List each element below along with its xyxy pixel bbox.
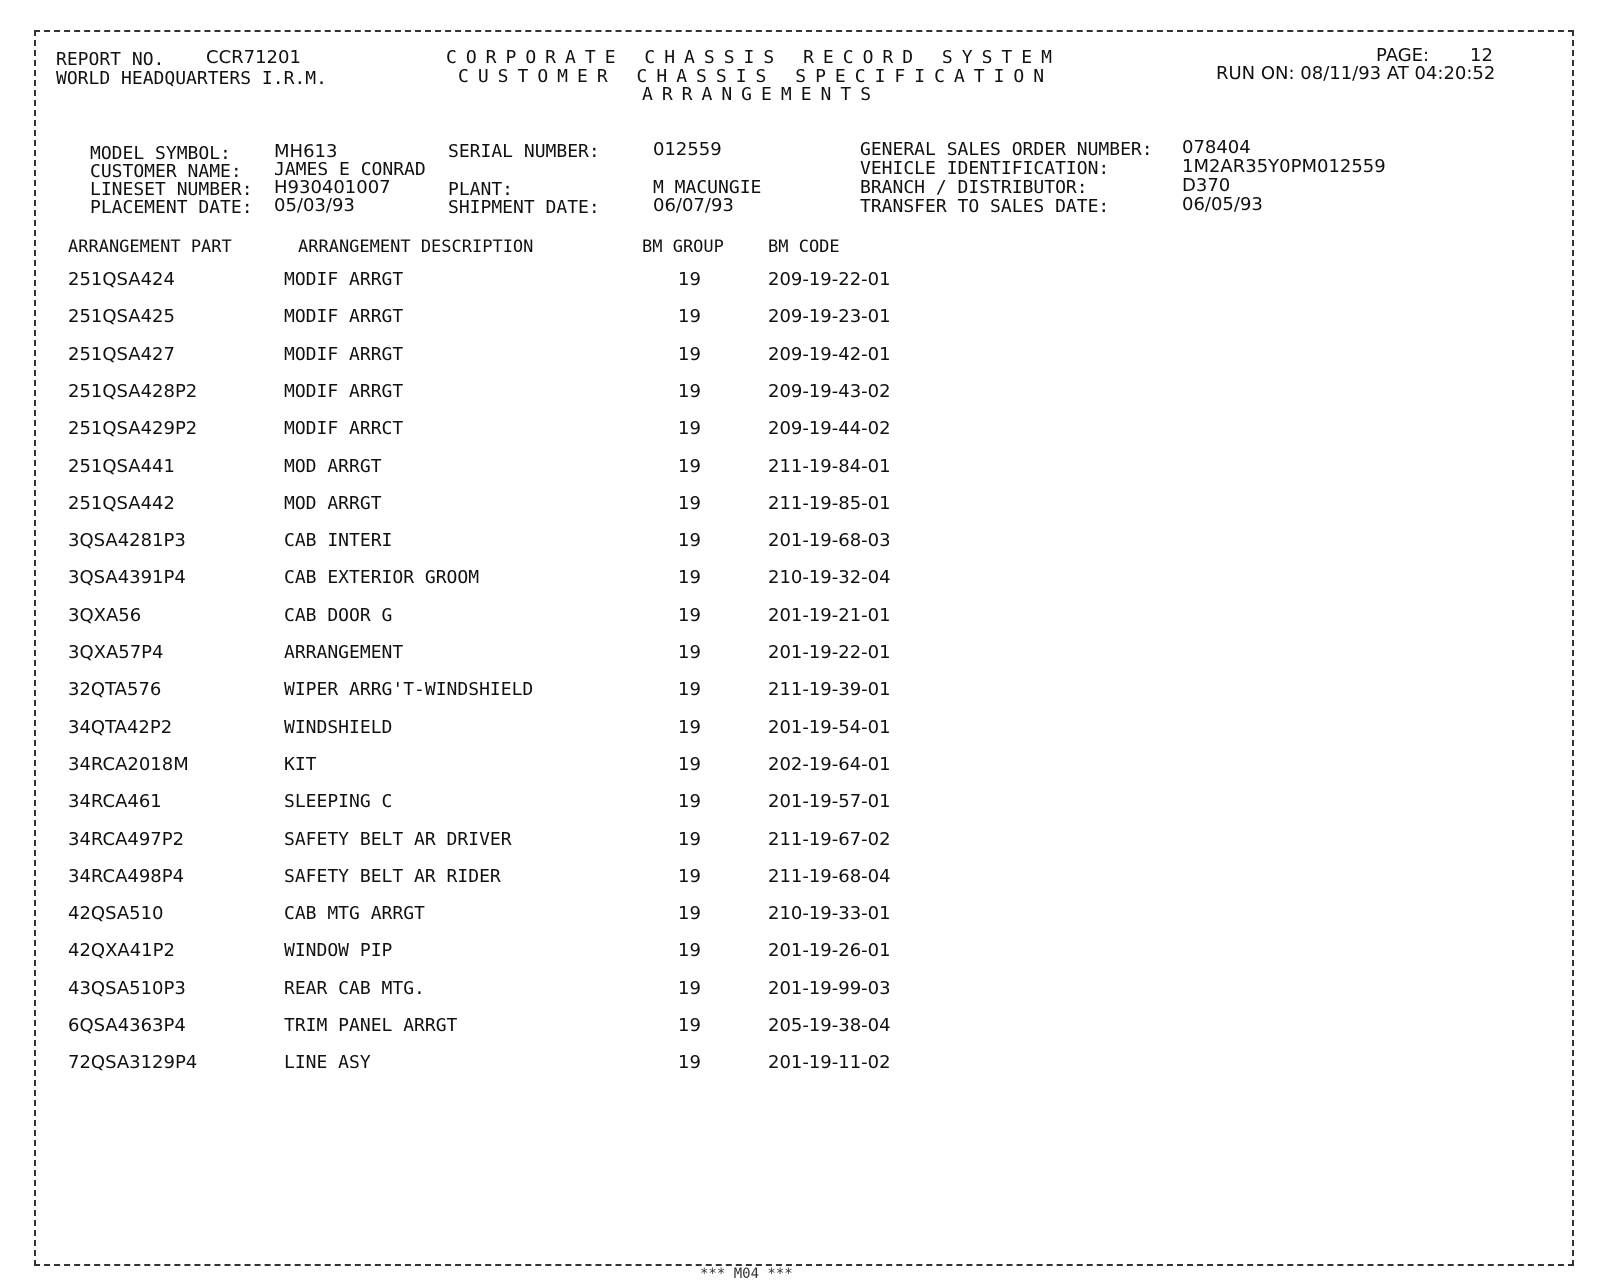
description-cell: CAB MTG ARRGT — [284, 903, 425, 925]
part-cell: 251QSA425 — [68, 306, 175, 328]
gso-label: GENERAL SALES ORDER NUMBER: — [860, 139, 1153, 160]
bm-group-cell: 19 — [678, 679, 701, 701]
table-row — [0, 606, 1000, 643]
bm-group-cell: 19 — [678, 791, 701, 813]
page-label: PAGE: — [1376, 45, 1430, 66]
bm-code-cell: 211-19-67-02 — [768, 828, 891, 850]
bm-code-cell: 209-19-43-02 — [768, 380, 891, 402]
description-cell: MODIF ARRCT — [284, 418, 404, 440]
description-cell: WIPER ARRG'T-WINDSHIELD — [284, 679, 534, 701]
report-no: CCR71201 — [206, 47, 301, 68]
description-cell: WINDSHIELD — [284, 716, 393, 738]
org-name: WORLD HEADQUARTERS I.R.M. — [56, 68, 327, 89]
lineset-label: LINESET NUMBER: — [90, 179, 253, 200]
description-cell: KIT — [284, 753, 317, 775]
vin: 1M2AR35Y0PM012559 — [1182, 156, 1386, 177]
part-cell: 42QXA41P2 — [68, 940, 175, 962]
part-cell: 32QTA576 — [68, 679, 162, 701]
part-cell: 3QSA4391P4 — [68, 567, 186, 589]
col-header-code: BM CODE — [768, 237, 840, 257]
table-row — [0, 531, 1000, 568]
table-row — [0, 345, 1000, 382]
part-cell: 3QXA57P4 — [68, 642, 164, 663]
model-symbol-label: MODEL SYMBOL: — [90, 143, 231, 164]
part-cell: 251QSA427 — [68, 343, 175, 365]
bm-code-cell: 211-19-39-01 — [768, 679, 891, 701]
description-cell: ARRANGEMENT — [284, 642, 404, 663]
customer-name-label: CUSTOMER NAME: — [90, 161, 242, 182]
description-cell: SLEEPING C — [284, 791, 393, 813]
part-cell: 34RCA498P4 — [68, 865, 185, 887]
part-cell: 6QSA4363P4 — [68, 1015, 186, 1036]
bm-group-cell: 19 — [678, 1015, 701, 1036]
table-row — [0, 941, 1000, 978]
description-cell: REAR CAB MTG. — [284, 977, 425, 999]
table-row — [0, 680, 1000, 717]
title-line-2: CUSTOMER CHASSIS SPECIFICATION — [458, 66, 1054, 87]
col-header-part: ARRANGEMENT PART — [68, 237, 232, 257]
serial-label: SERIAL NUMBER: — [448, 141, 600, 162]
description-cell: MOD ARRGT — [284, 492, 382, 514]
bm-code-cell: 201-19-21-01 — [768, 604, 891, 626]
description-cell: CAB INTERI — [284, 530, 393, 552]
part-cell: 251QSA441 — [68, 455, 175, 477]
bm-group-cell: 19 — [678, 380, 701, 402]
col-header-group: BM GROUP — [642, 237, 724, 257]
branch-label: BRANCH / DISTRIBUTOR: — [860, 177, 1088, 198]
bm-group-cell: 19 — [678, 567, 701, 589]
bm-code-cell: 211-19-85-01 — [768, 492, 891, 514]
shipment-label: SHIPMENT DATE: — [448, 197, 600, 218]
vin-label: VEHICLE IDENTIFICATION: — [860, 158, 1110, 179]
bm-code-cell: 209-19-22-01 — [768, 269, 891, 290]
part-cell: 34RCA497P2 — [68, 828, 185, 850]
part-cell: 3QSA4281P3 — [68, 530, 186, 552]
bm-code-cell: 202-19-64-01 — [768, 753, 891, 775]
table-row — [0, 382, 1000, 419]
bm-group-cell: 19 — [678, 716, 701, 738]
table-row — [0, 1053, 1000, 1090]
bm-code-cell: 210-19-33-01 — [768, 903, 891, 925]
table-row — [0, 643, 1000, 680]
lineset-number: H930401007 — [274, 177, 391, 198]
description-cell: MOD ARRGT — [284, 455, 382, 477]
description-cell: CAB EXTERIOR GROOM — [284, 567, 480, 589]
bm-group-cell: 19 — [678, 865, 701, 887]
bm-group-cell: 19 — [678, 940, 701, 962]
transfer-date: 06/05/93 — [1182, 194, 1263, 215]
shipment-date: 06/07/93 — [653, 195, 734, 216]
bm-group-cell: 19 — [678, 492, 701, 514]
bm-code-cell: 201-19-11-02 — [768, 1052, 891, 1074]
part-cell: 34RCA2018M — [68, 753, 189, 775]
bm-code-cell: 201-19-99-03 — [768, 977, 891, 999]
description-cell: MODIF ARRGT — [284, 343, 404, 365]
plant: M MACUNGIE — [653, 177, 762, 198]
table-row — [0, 979, 1000, 1016]
plant-label: PLANT: — [448, 179, 514, 200]
bm-group-cell: 19 — [678, 1052, 701, 1074]
description-cell: LINE ASY — [284, 1052, 371, 1074]
bm-code-cell: 209-19-42-01 — [768, 343, 891, 365]
description-cell: MODIF ARRGT — [284, 306, 404, 328]
table-row — [0, 867, 1000, 904]
table-row — [0, 419, 1000, 456]
bm-code-cell: 201-19-54-01 — [768, 716, 891, 738]
table-row — [0, 457, 1000, 494]
part-cell: 43QSA510P3 — [68, 977, 186, 999]
table-row — [0, 307, 1000, 344]
page-number: 12 — [1470, 45, 1493, 66]
part-cell: 251QSA442 — [68, 492, 175, 514]
description-cell: MODIF ARRGT — [284, 380, 404, 402]
description-cell: SAFETY BELT AR RIDER — [284, 865, 501, 887]
bm-group-cell: 19 — [678, 343, 701, 365]
bm-group-cell: 19 — [678, 828, 701, 850]
bm-group-cell: 19 — [678, 642, 701, 663]
bm-group-cell: 19 — [678, 903, 701, 925]
run-on: RUN ON: 08/11/93 AT 04:20:52 — [1216, 63, 1496, 84]
bm-group-cell: 19 — [678, 418, 701, 440]
branch: D370 — [1182, 175, 1231, 196]
table-row — [0, 270, 1000, 307]
part-cell: 34QTA42P2 — [68, 716, 173, 738]
bm-code-cell: 211-19-84-01 — [768, 455, 891, 477]
bm-code-cell: 205-19-38-04 — [768, 1015, 891, 1036]
customer-name: JAMES E CONRAD — [274, 159, 426, 180]
part-cell: 251QSA428P2 — [68, 380, 198, 402]
bm-code-cell: 209-19-44-02 — [768, 418, 891, 440]
table-row — [0, 830, 1000, 867]
bm-code-cell: 201-19-26-01 — [768, 940, 891, 962]
part-cell: 251QSA429P2 — [68, 418, 198, 440]
part-cell: 72QSA3129P4 — [68, 1052, 198, 1074]
table-row — [0, 568, 1000, 605]
table-row — [0, 755, 1000, 792]
description-cell: WINDOW PIP — [284, 940, 393, 962]
bm-code-cell: 201-19-22-01 — [768, 642, 891, 663]
table-row — [0, 792, 1000, 829]
description-cell: SAFETY BELT AR DRIVER — [284, 828, 512, 850]
serial-number: 012559 — [653, 139, 722, 160]
bm-group-cell: 19 — [678, 455, 701, 477]
table-row — [0, 718, 1000, 755]
bm-code-cell: 201-19-68-03 — [768, 530, 891, 552]
bm-group-cell: 19 — [678, 753, 701, 775]
bm-code-cell: 211-19-68-04 — [768, 865, 891, 887]
bm-group-cell: 19 — [678, 530, 701, 552]
bm-group-cell: 19 — [678, 269, 701, 290]
footer-marker: *** M04 *** — [700, 1266, 793, 1282]
description-cell: TRIM PANEL ARRGT — [284, 1015, 458, 1036]
report-no-label: REPORT NO. — [56, 49, 165, 70]
part-cell: 251QSA424 — [68, 269, 175, 290]
title-line-1: CORPORATE CHASSIS RECORD SYSTEM — [446, 47, 1061, 68]
part-cell: 42QSA510 — [68, 903, 164, 925]
title-line-3: ARRANGEMENTS — [642, 84, 881, 105]
transfer-label: TRANSFER TO SALES DATE: — [860, 196, 1110, 217]
part-cell: 3QXA56 — [68, 604, 142, 626]
table-row — [0, 904, 1000, 941]
model-symbol: MH613 — [274, 141, 338, 162]
placement-label: PLACEMENT DATE: — [90, 197, 253, 218]
bm-group-cell: 19 — [678, 604, 701, 626]
bm-code-cell: 209-19-23-01 — [768, 306, 891, 328]
placement-date: 05/03/93 — [274, 195, 355, 216]
description-cell: CAB DOOR G — [284, 604, 393, 626]
table-row — [0, 1016, 1000, 1053]
description-cell: MODIF ARRGT — [284, 269, 404, 290]
bm-group-cell: 19 — [678, 306, 701, 328]
table-row — [0, 494, 1000, 531]
bm-code-cell: 210-19-32-04 — [768, 567, 891, 589]
bm-code-cell: 201-19-57-01 — [768, 791, 891, 813]
bm-group-cell: 19 — [678, 977, 701, 999]
col-header-desc: ARRANGEMENT DESCRIPTION — [298, 237, 534, 257]
gso-number: 078404 — [1182, 137, 1251, 158]
part-cell: 34RCA461 — [68, 791, 162, 813]
